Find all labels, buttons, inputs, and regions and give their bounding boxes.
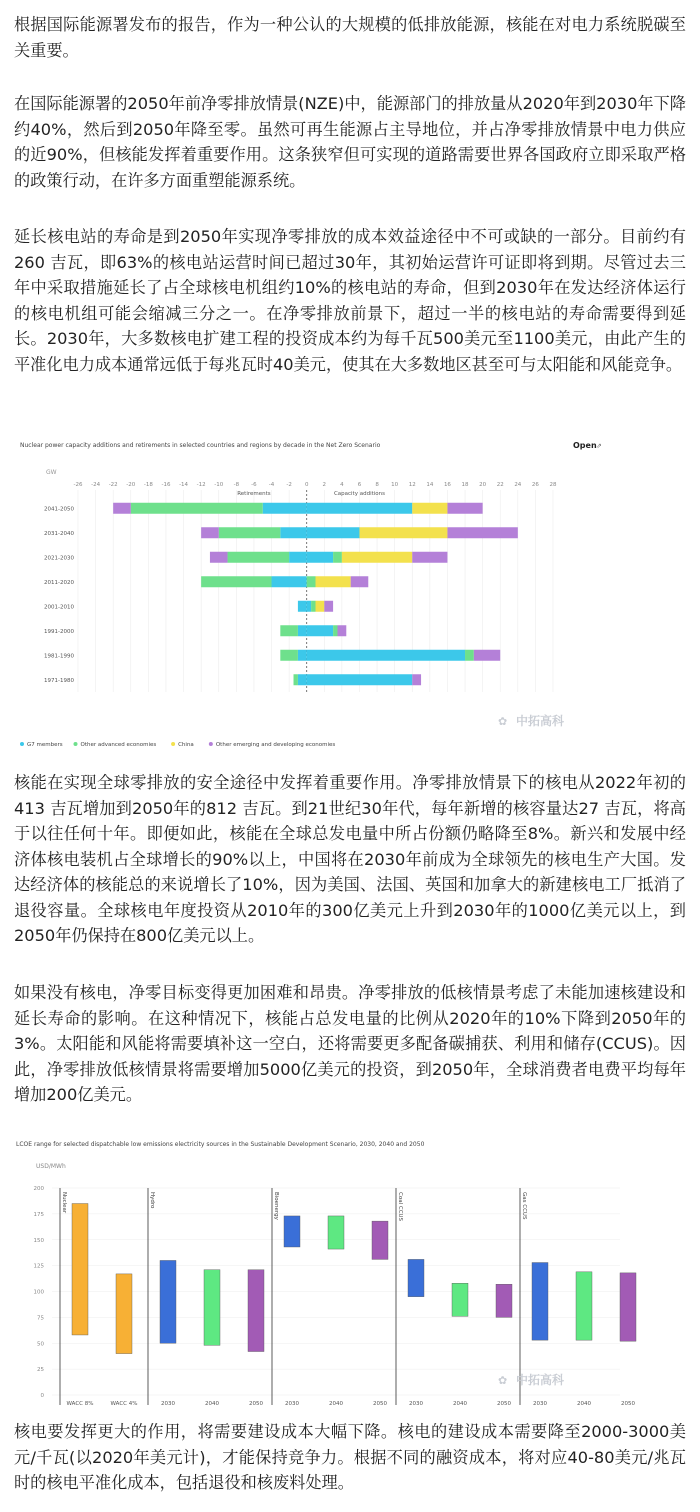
chart1-tick-label: 2 bbox=[322, 482, 327, 488]
chart1-tick-label: 10 bbox=[391, 482, 399, 488]
chart1-bar-addition bbox=[316, 576, 351, 587]
chart2-tick-label: 25 bbox=[37, 1367, 44, 1374]
chart2-range-bar bbox=[328, 1216, 344, 1249]
chart1-bar-addition bbox=[447, 503, 482, 514]
chart1-bar-retirement bbox=[294, 674, 298, 685]
chart2-range-bar bbox=[204, 1270, 220, 1346]
chart2-group-label: Bioenergy bbox=[273, 1192, 279, 1220]
chart1-bar-addition bbox=[447, 527, 517, 538]
chart1-legend-swatch bbox=[74, 742, 78, 746]
chart1-additions-label: Capacity additions bbox=[333, 491, 386, 497]
chart2-range-bar bbox=[532, 1263, 548, 1341]
chart2-bar-label: WACC 8% bbox=[66, 1401, 94, 1407]
chart2-range-bar bbox=[620, 1273, 636, 1341]
chart1-bar-retirement bbox=[280, 527, 306, 538]
chart1-bar-addition bbox=[465, 650, 474, 661]
chart2-range-bar bbox=[408, 1259, 424, 1296]
chart1-bar-addition bbox=[324, 601, 333, 612]
chart1-bar-retirement bbox=[228, 552, 290, 563]
chart1-tick-label: 12 bbox=[408, 482, 416, 488]
chart1-category-label: 1991-2000 bbox=[44, 628, 74, 635]
paragraph-low-nuclear: 如果没有核电，净零目标变得更加困难和昂贵。净零排放的低核情景考虑了未能加速核建设和延长寿命的影响。在这种情况下，核能占总发电量的比例从2020年的10%下降到2050年的3%。太阳能和风能将需要填补这一空白，还将需要更多配备碳捕获、利用和储存(CCUS)。因此，净零排放低核情景将需要增加5000亿美元的投资，到2050年，全球消费者电费平均每年增加200亿美元。 bbox=[14, 983, 686, 1104]
chart2-group-label: Hydro bbox=[149, 1192, 155, 1209]
chart1-bar-addition bbox=[333, 625, 337, 636]
chart1-bar-addition bbox=[342, 552, 412, 563]
chart2-group-label: Nuclear bbox=[61, 1192, 67, 1214]
chart1-category-label: 2011-2020 bbox=[44, 579, 74, 586]
chart1-tick-label: 14 bbox=[426, 482, 434, 488]
chart1-legend-swatch bbox=[20, 742, 24, 746]
chart1-tick-label: -6 bbox=[251, 482, 257, 488]
chart1-tick-label: -12 bbox=[196, 482, 206, 488]
chart1-title: Nuclear power capacity additions and retirements in selected countries and regions by decade in the Net Zero Scenario bbox=[20, 442, 381, 449]
chart2-tick-label: 0 bbox=[40, 1393, 44, 1399]
chart2-tick-label: 100 bbox=[33, 1289, 44, 1296]
chart2-bar-label: 2050 bbox=[497, 1401, 511, 1407]
chart1-category-label: 2021-2030 bbox=[44, 555, 74, 562]
paragraph-role: 核能在实现全球零排放的安全途径中发挥着重要作用。净零排放情景下的核电从2022年初的413 吉瓦增加到2050年的812 吉瓦。到21世纪30年代，每年新增的核容量达27 吉瓦，将高于以往任何十年。即便如此，核能在全球总发电量中所占份额仍略降至8%。新兴和发展中经济体核电装机占全球增长的90%以上，中国将在2030年前成为全球领先的核电生产大国。发达经济体的核能总的来说增长了10%，因为美国、法国、英国和加拿大的新建核电工厂抵消了退役容量。全球核电年度投资从2010年的300亿美元上升到2030年的1000亿美元以上，到2050年仍保持在800亿美元以上。 bbox=[14, 773, 686, 945]
chart1-category-label: 2031-2040 bbox=[44, 530, 74, 537]
chart1-ylabel: GW bbox=[46, 469, 57, 476]
chart2-bar-label: 2040 bbox=[205, 1401, 219, 1407]
chart2-range-bar bbox=[576, 1272, 592, 1340]
paragraph-cost: 核电要发挥更大的作用，将需要建设成本大幅下降。核电的建设成本需要降至2000-3000美元/千瓦(以2020年美元计)，才能保持竞争力。根据不同的融资成本，将对应40-80美元/兆瓦时的核电平准化成本，包括退役和核废料处理。 bbox=[14, 1422, 686, 1492]
chart1-bar-addition bbox=[307, 527, 360, 538]
chart2-range-bar bbox=[372, 1221, 388, 1259]
paragraph-intro: 根据国际能源署发布的报告，作为一种公认的大规模的低排放能源，核能在对电力系统脱碳至关重要。 bbox=[14, 15, 686, 60]
chart1-legend-swatch bbox=[171, 742, 175, 746]
chart1-bar-addition bbox=[307, 625, 333, 636]
chart2-tick-label: 75 bbox=[37, 1315, 44, 1322]
chart1-bar-retirement bbox=[201, 527, 219, 538]
chart2-bar-label: 2040 bbox=[453, 1401, 467, 1407]
chart1-bar-retirement bbox=[131, 503, 263, 514]
chart1-category-label: 1971-1980 bbox=[44, 677, 74, 684]
chart1-bar-addition bbox=[412, 552, 447, 563]
chart1-tick-label: -14 bbox=[179, 482, 189, 488]
chart1-tick-label: 6 bbox=[357, 482, 362, 488]
chart2-tick-label: 50 bbox=[37, 1341, 44, 1348]
chart2-bar-label: 2030 bbox=[285, 1401, 299, 1407]
chart2-range-bar bbox=[284, 1216, 300, 1247]
chart1-bar-addition bbox=[474, 650, 500, 661]
chart1-legend-label: G7 members bbox=[27, 742, 63, 748]
paragraph-nze: 在国际能源署的2050年前净零排放情景(NZE)中，能源部门的排放量从2020年到2030年下降约40%，然后到2050年降至零。虽然可再生能源占主导地位，并占净零排放情景中电力供应的近90%，但核能发挥着重要作用。这条狭窄但可实现的道路需要世界各国政府立即采取严格的政策行动，在许多方面重塑能源系统。 bbox=[14, 94, 686, 190]
chart1-tick-label: -2 bbox=[286, 482, 292, 488]
chart1-legend-swatch bbox=[209, 742, 213, 746]
chart1-tick-label: -22 bbox=[108, 482, 118, 488]
chart1-bar-retirement bbox=[298, 601, 307, 612]
chart1-tick-label: 24 bbox=[514, 482, 522, 488]
chart1-bar-retirement bbox=[298, 674, 307, 685]
chart1-bar-retirement bbox=[263, 503, 307, 514]
chart1-category-label: 2001-2010 bbox=[44, 604, 74, 611]
chart1-tick-label: 16 bbox=[443, 482, 451, 488]
chart2-bar-label: 2040 bbox=[329, 1401, 343, 1407]
chart2-range-bar bbox=[496, 1284, 512, 1317]
chart2-bar-label: 2050 bbox=[621, 1401, 635, 1407]
paragraph-lifetime: 延长核电站的寿命是到2050年实现净零排放的成本效益途径中不可或缺的一部分。目前约有260 吉瓦，即63%的核电站运营时间已超过30年，其初始运营许可证即将到期。尽管过去三年中采取措施延长了占全球核电机组约10%的核电站的寿命，但到2030年在发达经济体运行的核电机组可能会缩减三分之一。在净零排放前景下，超过一半的核电站的寿命需要得到延长。2030年，大多数核电扩建工程的投资成本约为每千瓦500美元至1100美元，由此产生的平准化电力成本通常远低于每兆瓦时40美元，使其在大多数地区甚至可与太阳能和风能竞争。 bbox=[14, 227, 686, 374]
chart2-bar-label: 2030 bbox=[533, 1401, 547, 1407]
chart2-bar-label: 2050 bbox=[373, 1401, 387, 1407]
chart2-tick-label: 150 bbox=[33, 1237, 44, 1244]
chart1-bar-retirement bbox=[113, 503, 131, 514]
chart2-tick-label: 175 bbox=[33, 1211, 44, 1218]
chart1-bar-retirement bbox=[280, 625, 298, 636]
chart2-bar-label: 2030 bbox=[409, 1401, 423, 1407]
chart2-bar-label: WACC 4% bbox=[110, 1401, 138, 1407]
chart2-bar-label: 2050 bbox=[249, 1401, 263, 1407]
chart1-bar-addition bbox=[316, 601, 325, 612]
chart1-tick-label: 8 bbox=[375, 482, 379, 488]
chart2-bar-label: 2040 bbox=[577, 1401, 591, 1407]
chart2-ylabel: USD/MWh bbox=[36, 1163, 66, 1170]
chart1-bar-addition bbox=[307, 601, 311, 612]
chart1-tick-label: -18 bbox=[143, 482, 153, 488]
chart1-open-link[interactable]: Open bbox=[573, 441, 597, 450]
chart1-tick-label: -26 bbox=[73, 482, 83, 488]
chart1-bar-addition bbox=[307, 552, 333, 563]
chart1-bar-retirement bbox=[201, 576, 271, 587]
chart2-tick-label: 125 bbox=[33, 1263, 44, 1270]
chart1-tick-label: 18 bbox=[461, 482, 469, 488]
chart1-bar-retirement bbox=[298, 650, 307, 661]
chart2-range-bar bbox=[116, 1274, 132, 1354]
capacity-chart bbox=[8, 426, 692, 766]
chart1-retirements-label: Retirements bbox=[237, 491, 271, 497]
chart1-watermark: 中拓高科 bbox=[516, 714, 565, 728]
chart2-range-bar bbox=[72, 1204, 88, 1335]
chart1-tick-label: 0 bbox=[304, 482, 309, 488]
chart1-bar-retirement bbox=[298, 625, 307, 636]
chart1-legend-label: Other advanced economies bbox=[80, 742, 157, 748]
chart1-tick-label: 22 bbox=[496, 482, 504, 488]
chart1-bar-retirement bbox=[289, 552, 307, 563]
watermark-wechat-icon-2: ✿ bbox=[498, 1374, 508, 1387]
chart1-tick-label: -10 bbox=[214, 482, 224, 488]
chart1-bar-addition bbox=[412, 674, 421, 685]
chart2-range-bar bbox=[248, 1270, 264, 1352]
chart1-tick-label: -16 bbox=[161, 482, 171, 488]
chart1-bar-addition bbox=[311, 601, 315, 612]
chart1-category-label: 2041-2050 bbox=[44, 506, 74, 513]
chart1-bar-retirement bbox=[280, 650, 298, 661]
chart1-tick-label: 26 bbox=[531, 482, 539, 488]
chart1-legend-label: China bbox=[178, 742, 194, 748]
chart1-category-label: 1981-1990 bbox=[44, 653, 74, 660]
chart1-bar-addition bbox=[307, 576, 316, 587]
chart1-bar-addition bbox=[333, 552, 342, 563]
chart1-bar-addition bbox=[307, 650, 465, 661]
chart1-legend-label: Other emerging and developing economies bbox=[215, 742, 336, 748]
chart1-bar-retirement bbox=[210, 552, 228, 563]
chart2-watermark: 中拓高科 bbox=[516, 1373, 565, 1387]
chart2-bar-label: 2030 bbox=[161, 1401, 175, 1407]
chart1-bar-addition bbox=[359, 527, 447, 538]
chart1-bar-addition bbox=[351, 576, 369, 587]
chart1-bar-addition bbox=[307, 503, 413, 514]
chart1-tick-label: -8 bbox=[233, 482, 240, 488]
chart1-bar-addition bbox=[337, 625, 346, 636]
chart2-group-label: Gas CCUS bbox=[521, 1192, 527, 1220]
chart1-bar-addition bbox=[307, 674, 413, 685]
chart1-tick-label: -24 bbox=[91, 482, 101, 488]
chart2-range-bar bbox=[452, 1283, 468, 1316]
watermark-wechat-icon: ✿ bbox=[498, 715, 508, 728]
chart1-tick-label: 20 bbox=[479, 482, 487, 488]
lcoe-chart bbox=[8, 1130, 692, 1412]
chart1-open-icon[interactable]: ⇗ bbox=[596, 442, 602, 450]
chart1-bar-retirement bbox=[219, 527, 281, 538]
chart1-tick-label: 4 bbox=[340, 482, 344, 488]
chart2-group-label: Coal CCUS bbox=[397, 1192, 403, 1222]
chart1-tick-label: 28 bbox=[549, 482, 557, 488]
chart1-bar-retirement bbox=[272, 576, 307, 587]
chart1-tick-label: -4 bbox=[268, 482, 275, 488]
chart2-tick-label: 200 bbox=[33, 1186, 44, 1192]
chart1-bar-addition bbox=[412, 503, 447, 514]
chart1-tick-label: -20 bbox=[126, 482, 136, 488]
chart2-range-bar bbox=[160, 1260, 176, 1343]
chart2-title: LCOE range for selected dispatchable low emissions electricity sources in the Sustainable Development Scenario, 2030, 2040 and 2050 bbox=[16, 1141, 425, 1148]
